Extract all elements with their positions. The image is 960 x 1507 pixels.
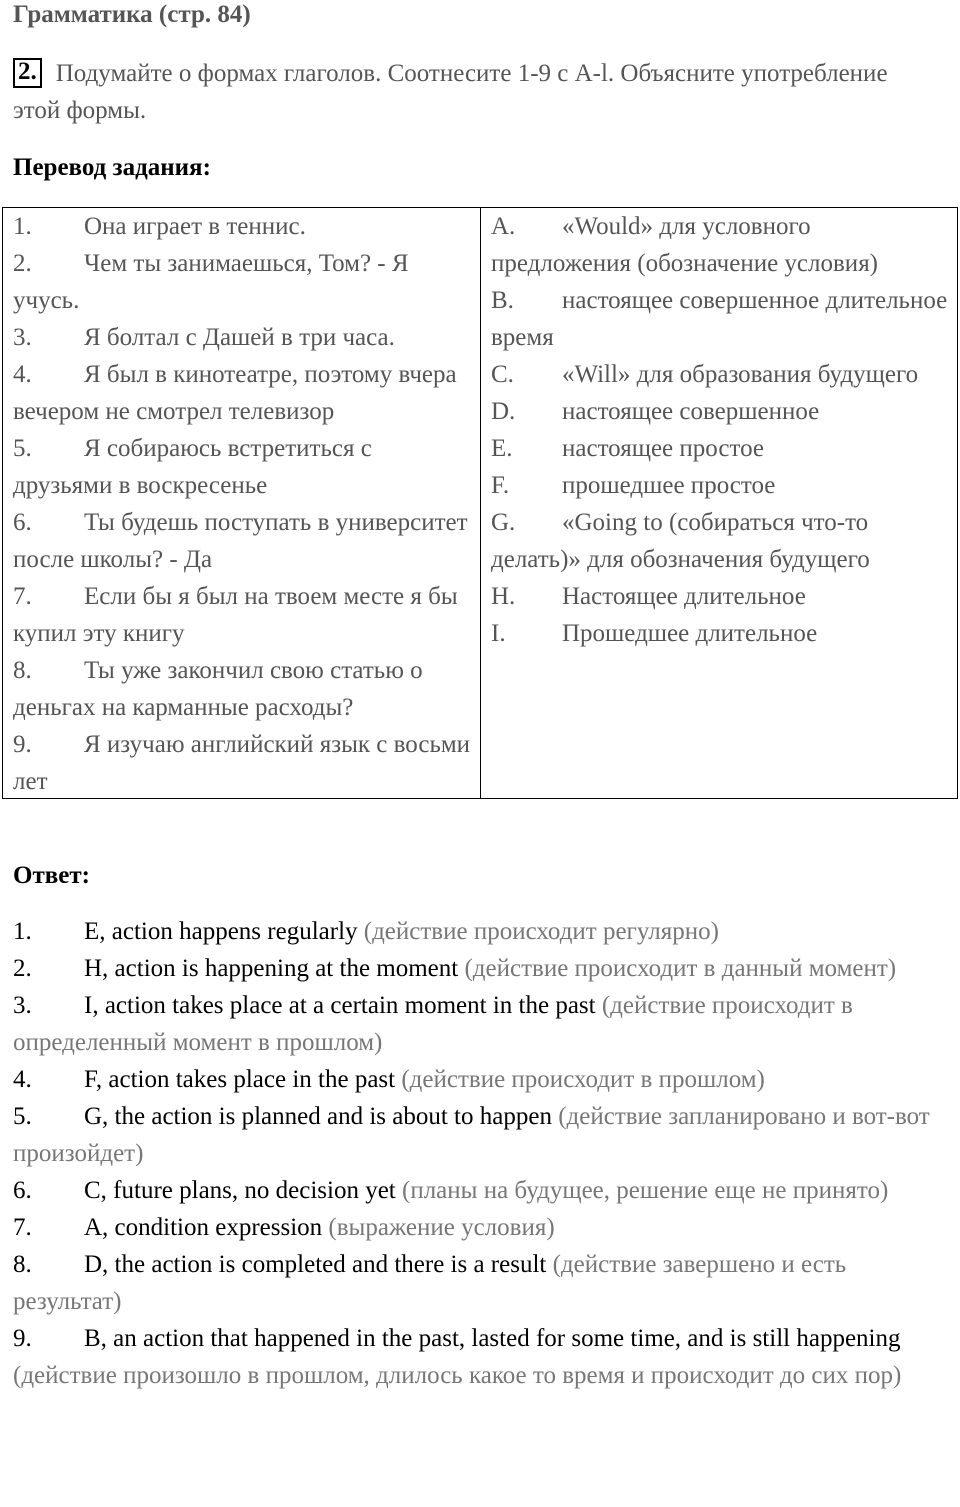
item-marker: 6. (13, 1177, 32, 1204)
task-text: Подумайте о формах глаголов. Соотнесите 1-9 с A-l. Объясните употребление этой формы. (13, 60, 888, 124)
answer-english: E, action happens regularly (84, 918, 358, 945)
item-marker: A. (491, 213, 516, 240)
answer-russian: (планы на будущее, решение еще не принято) (402, 1177, 889, 1204)
list-item (13, 430, 472, 504)
list-item (13, 319, 472, 356)
answer-russian: (действие произошло в прошлом, длилось какое то время и происходит до сих пор) (13, 1362, 902, 1389)
item-marker: 7. (13, 1214, 32, 1241)
answer-russian: (действие происходит в определенный момент в прошлом) (13, 992, 853, 1056)
item-marker: 3. (13, 324, 32, 351)
item-text: Чем ты занимаешься, Том? - Я учусь. (13, 250, 409, 314)
item-marker: 5. (13, 435, 32, 462)
item-marker: 1. (13, 213, 32, 240)
answer-russian: (действие происходит в прошлом) (401, 1066, 765, 1093)
item-text: «Going to (собираться что-то делать)» для обозначения будущего (491, 509, 870, 573)
item-marker: 4. (13, 361, 32, 388)
item-text: Ты будешь поступать в университет после школы? - Да (13, 509, 468, 573)
list-item (13, 208, 472, 245)
item-marker: 2. (13, 955, 32, 982)
item-marker: E. (491, 435, 513, 462)
item-marker: 2. (13, 250, 32, 277)
item-marker: 1. (13, 918, 32, 945)
list-item (13, 578, 472, 652)
list-item (13, 245, 472, 319)
item-text: Она играет в теннис. (84, 213, 306, 240)
answer-item (13, 1098, 948, 1172)
tenses-column (481, 208, 957, 798)
answer-item (13, 1209, 948, 1246)
item-text: Я болтал с Дашей в три часа. (84, 324, 395, 351)
answer-item (13, 913, 948, 950)
item-text: Я был в кинотеатре, поэтому вчера вечером не смотрел телевизор (13, 361, 457, 425)
item-text: Прошедшее длительное (562, 620, 818, 647)
sentences-column (3, 208, 481, 798)
item-text: прошедшее простое (562, 472, 776, 499)
item-marker: B. (491, 287, 514, 314)
list-item (491, 393, 949, 430)
answer-russian: (действие запланировано и вот-вот произойдет) (13, 1103, 930, 1167)
matching-table (2, 207, 958, 799)
answer-heading: Ответ: (13, 862, 90, 889)
answer-item (13, 1172, 948, 1209)
answer-item (13, 950, 948, 987)
list-item (13, 356, 472, 430)
item-text: Настоящее длительное (562, 583, 806, 610)
list-item (491, 282, 949, 356)
item-text: Ты уже закончил свою статью о деньгах на карманные расходы? (13, 657, 423, 721)
translation-heading: Перевод задания: (13, 154, 211, 181)
answer-english: H, action is happening at the moment (84, 955, 459, 982)
item-marker: D. (491, 398, 516, 425)
item-marker: 3. (13, 992, 32, 1019)
item-text: настоящее простое (562, 435, 764, 462)
item-marker: I. (491, 620, 506, 647)
answer-russian: (выражение условия) (328, 1214, 555, 1241)
item-marker: 4. (13, 1066, 32, 1093)
task-number: 2. (13, 58, 42, 88)
item-text: Если бы я был на твоем месте я бы купил эту книгу (13, 583, 458, 647)
answer-english: A, condition expression (84, 1214, 323, 1241)
answer-english: I, action takes place at a certain moment in the past (84, 992, 596, 1019)
list-item (13, 504, 472, 578)
item-marker: C. (491, 361, 514, 388)
answer-english: D, the action is completed and there is a result (84, 1251, 547, 1278)
item-text: Я изучаю английский язык с восьми лет (13, 731, 471, 795)
page-title: Грамматика (стр. 84) (13, 1, 251, 28)
answers-list (13, 913, 948, 1394)
item-marker: 6. (13, 509, 32, 536)
answer-english: B, an action that happened in the past, lasted for some time, and is still happening (84, 1325, 901, 1352)
answer-english: G, the action is planned and is about to happen (84, 1103, 552, 1130)
answer-item (13, 1246, 948, 1320)
item-marker: G. (491, 509, 516, 536)
item-text: настоящее совершенное (562, 398, 820, 425)
item-text: «Would» для условного предложения (обозначение условия) (491, 213, 879, 277)
list-item (491, 467, 949, 504)
list-item (491, 430, 949, 467)
list-item (491, 208, 949, 282)
answer-english: F, action takes place in the past (84, 1066, 396, 1093)
answer-russian: (действие завершено и есть результат) (13, 1251, 847, 1315)
item-text: настоящее совершенное длительное время (491, 287, 948, 351)
answer-item (13, 1320, 948, 1394)
item-marker: H. (491, 583, 516, 610)
list-item (13, 652, 472, 726)
answer-russian: (действие происходит регулярно) (363, 918, 719, 945)
item-marker: 5. (13, 1103, 32, 1130)
list-item (491, 578, 949, 615)
answer-russian: (действие происходит в данный момент) (464, 955, 897, 982)
item-text: «Will» для образования будущего (562, 361, 919, 388)
answer-item (13, 1061, 948, 1098)
item-text: Я собираюсь встретиться с друзьями в воскресенье (13, 435, 372, 499)
task-statement (13, 55, 913, 129)
item-marker: 9. (13, 731, 32, 758)
answer-english: C, future plans, no decision yet (84, 1177, 396, 1204)
answer-item (13, 987, 948, 1061)
list-item (491, 504, 949, 578)
list-item (13, 726, 472, 800)
item-marker: F. (491, 472, 510, 499)
list-item (491, 356, 949, 393)
item-marker: 9. (13, 1325, 32, 1352)
item-marker: 8. (13, 1251, 32, 1278)
item-marker: 8. (13, 657, 32, 684)
item-marker: 7. (13, 583, 32, 610)
list-item (491, 615, 949, 652)
